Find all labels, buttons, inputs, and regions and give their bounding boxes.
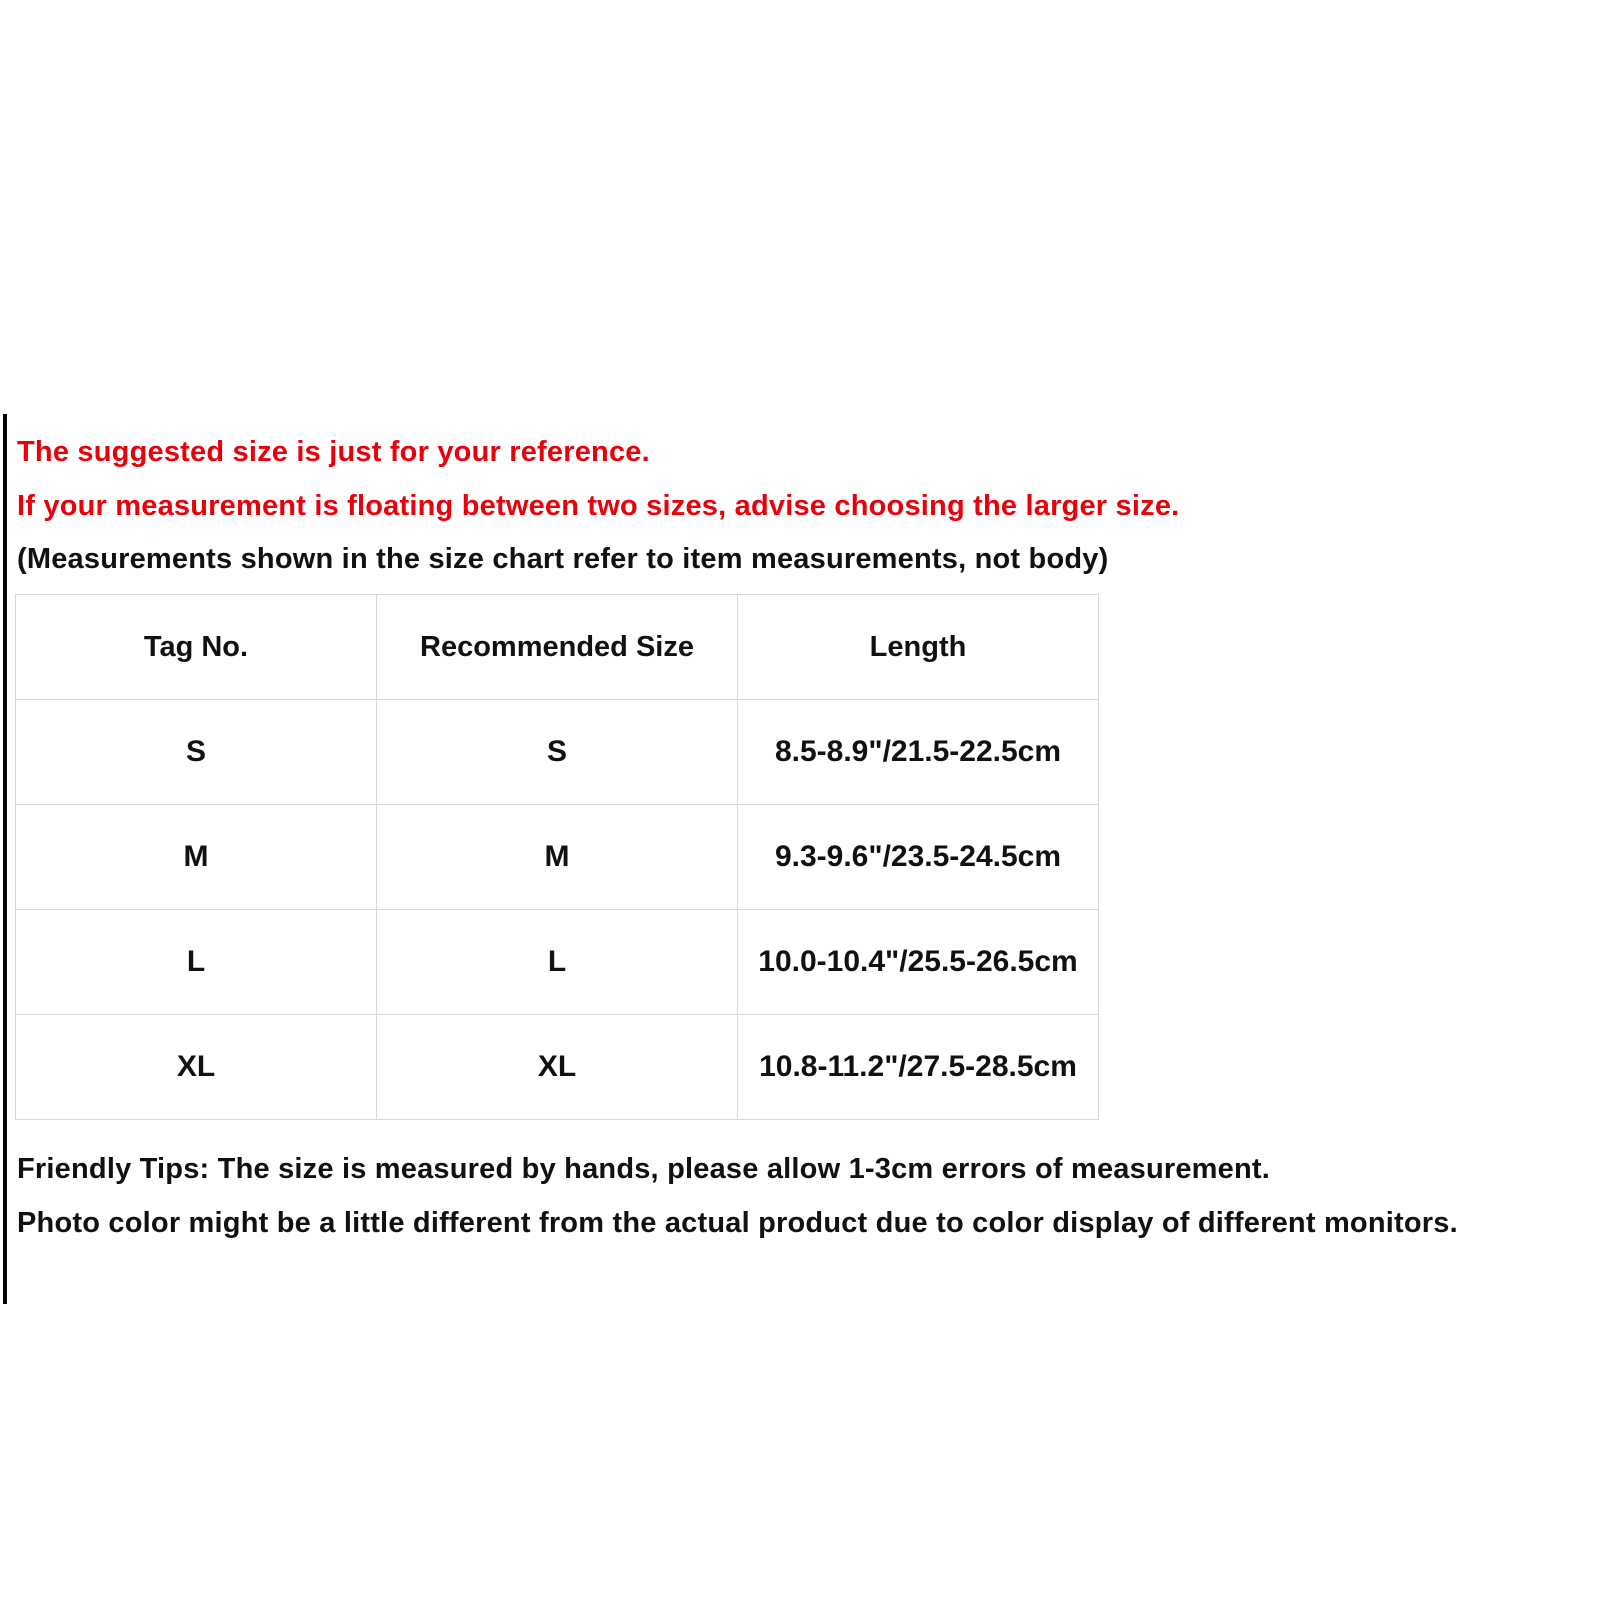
cell-length: 9.3-9.6"/23.5-24.5cm [738,805,1099,910]
cell-length: 8.5-8.9"/21.5-22.5cm [738,700,1099,805]
measurement-disclaimer: (Measurements shown in the size chart refer to item measurements, not body) [17,543,1109,575]
cell-recommended-size: S [377,700,738,805]
size-chart-table [15,594,1099,1120]
friendly-tips: Friendly Tips: The size is measured by hands, please allow 1-3cm errors of measurement. [17,1153,1271,1185]
cell-length: 10.0-10.4"/25.5-26.5cm [738,910,1099,1015]
larger-size-advice: If your measurement is floating between two sizes, advise choosing the larger size. [17,490,1180,522]
cell-tag-no: M [16,805,377,910]
table-row [16,700,1099,805]
table-row [16,805,1099,910]
table-header-row [16,595,1099,700]
table-row [16,910,1099,1015]
reference-note: The suggested size is just for your reference. [17,436,650,468]
left-vertical-rule [3,414,7,1304]
header-length: Length [738,595,1099,700]
table-row [16,1015,1099,1120]
header-tag-no: Tag No. [16,595,377,700]
cell-tag-no: XL [16,1015,377,1120]
cell-recommended-size: XL [377,1015,738,1120]
cell-tag-no: L [16,910,377,1015]
cell-length: 10.8-11.2"/27.5-28.5cm [738,1015,1099,1120]
cell-tag-no: S [16,700,377,805]
header-recommended-size: Recommended Size [377,595,738,700]
cell-recommended-size: L [377,910,738,1015]
cell-recommended-size: M [377,805,738,910]
photo-color-note: Photo color might be a little different from the actual product due to color display of different monitors. [17,1207,1458,1239]
